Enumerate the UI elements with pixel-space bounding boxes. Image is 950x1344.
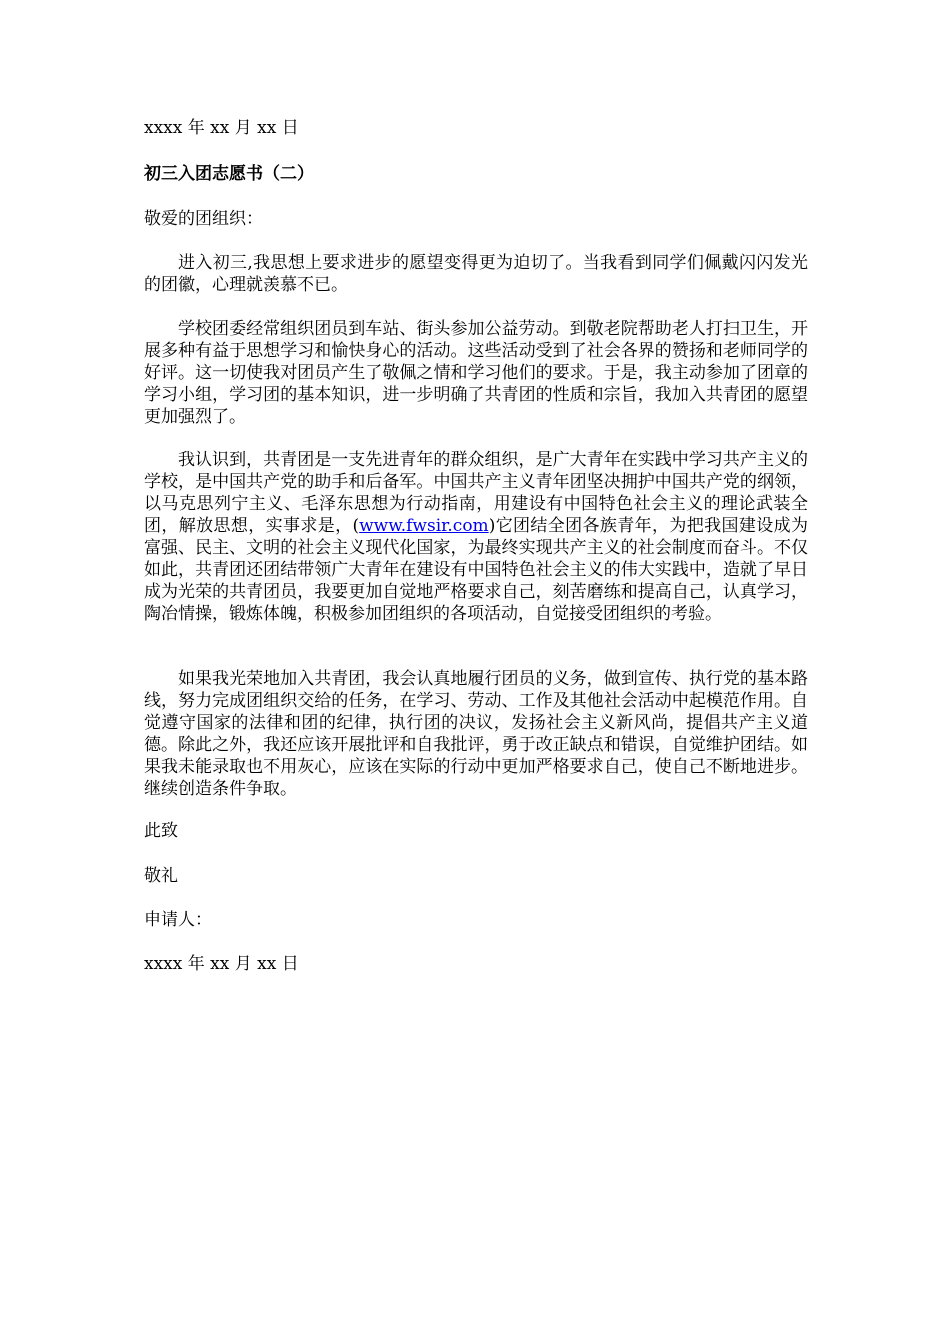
header-date: xxxx 年 xx 月 xx 日 (144, 118, 299, 138)
footer-date: xxxx 年 xx 月 xx 日 (144, 954, 299, 974)
closing-jingli: 敬礼 (144, 866, 178, 886)
document-title: 初三入团志愿书（二） (144, 164, 314, 184)
applicant-label: 申请人： (144, 910, 212, 930)
website-link[interactable]: www.fwsir.com (359, 516, 489, 536)
closing-cizhi: 此致 (144, 821, 178, 841)
paragraph-4: 如果我光荣地加入共青团，我会认真地履行团员的义务，做到宣传、执行党的基本路线，努力完成团组织交给的任务，在学习、劳动、工作及其他社会活动中起模范作用。自觉遵守国家的法律和团的纪律，执行团的决议，发扬社会主义新风尚，提倡共产主义道德。除此之外，我还应该开展批评和自我批评，勇于改正缺点和错误，自觉维护团结。如果我未能录取也不用灰心，应该在实际的行动中更加严格要求自己，使自己不断地进步。继续创造条件争取。 (144, 669, 808, 799)
salutation: 敬爱的团组织： (144, 209, 263, 229)
paragraph-1: 进入初三,我思想上要求进步的愿望变得更为迫切了。当我看到同学们佩戴闪闪发光的团徽，心理就羡慕不已。 (144, 253, 808, 295)
paragraph-3-text-after-link: )它团结全团各族青年，为把我国建设成为富强、民主、文明的社会主义现代化国家，为最终实现共产主义的社会制度而奋斗。不仅如此，共青团还团结带领广大青年在建设有中国特色社会主义的伟大实践中，造就了早日成为光荣的共青团员，我要更加自觉地严格要求自己，刻苦磨练和提高自己，认真学习，陶冶情操，锻炼体魄，积极参加团组织的各项活动，自觉接受团组织的考验。 (144, 516, 808, 624)
paragraph-2: 学校团委经常组织团员到车站、街头参加公益劳动。到敬老院帮助老人打扫卫生，开展多种有益于思想学习和愉快身心的活动。这些活动受到了社会各界的赞扬和老师同学的好评。这一切使我对团员产生了敬佩之情和学习他们的要求。于是，我主动参加了团章的学习小组，学习团的基本知识，进一步明确了共青团的性质和宗旨，我加入共青团的愿望更加强烈了。 (144, 319, 808, 427)
paragraph-3 (144, 449, 808, 625)
paragraph-3-text-before-link: 我认识到，共青团是一支先进青年的群众组织，是广大青年在实践中学习共产主义的学校，是中国共产党的助手和后备军。中国共产主义青年团坚决拥护中国共产党的纲领，以马克思列宁主义、毛泽东思想为行动指南，用建设有中国特色社会主义的理论武装全团，解放思想，实事求是，( (144, 450, 808, 536)
